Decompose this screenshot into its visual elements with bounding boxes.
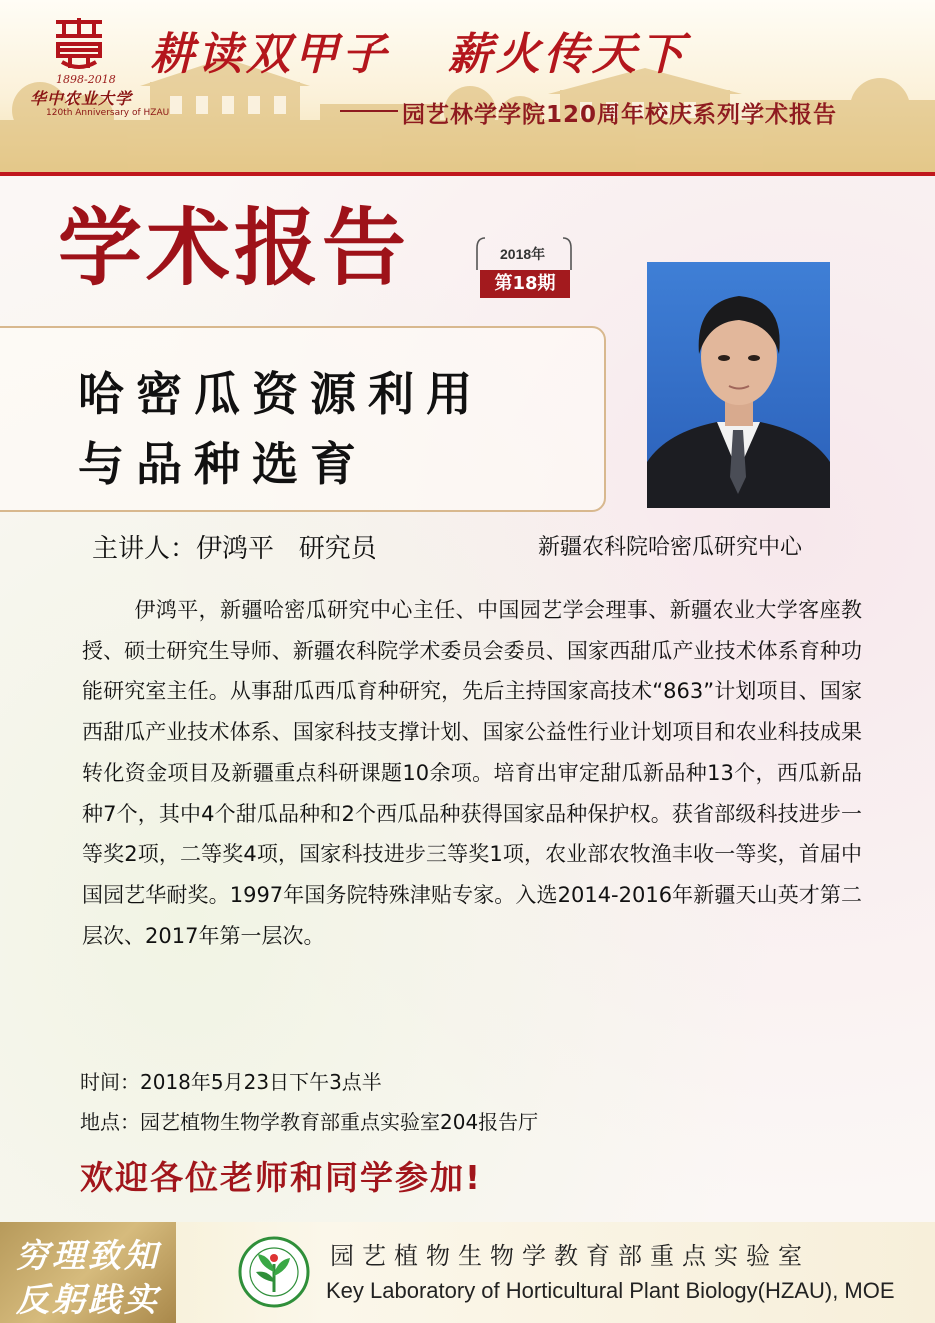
header-banner — [0, 0, 935, 176]
topic-line-2: 与品种选育 — [78, 437, 368, 491]
speaker-name: 主讲人：伊鸿平 研究员 — [92, 534, 377, 564]
university-name: 华中农业大学 — [30, 89, 133, 108]
speaker-photo — [647, 262, 830, 508]
anniversary-slogan: 耕读双甲子 薪火传天下 — [150, 29, 688, 80]
university-years: 1898-2018 — [56, 73, 116, 86]
welcome-message: 欢迎各位老师和同学参加! — [80, 1158, 483, 1197]
lab-name-english: Key Laboratory of Horticultural Plant Biology(HZAU), MOE — [326, 1278, 895, 1303]
speaker-affiliation: 新疆农科院哈密瓜研究中心 — [538, 535, 803, 560]
university-anniversary: 120th Anniversary of HZAU — [46, 108, 170, 118]
header-divider — [0, 172, 935, 176]
report-title: 学术报告 — [58, 199, 411, 297]
topic-line-1: 哈密瓜资源利用 — [78, 367, 484, 421]
event-time: 时间：2018年5月23日下午3点半 — [80, 1070, 382, 1094]
motto-block — [0, 1222, 176, 1323]
motto-line-2: 反躬践实 — [16, 1280, 160, 1319]
motto-line-1: 穷理致知 — [16, 1236, 160, 1275]
speaker-biography — [82, 590, 862, 956]
series-dash — [340, 110, 398, 112]
series-title: 园艺林学学院120周年校庆系列学术报告 — [402, 102, 838, 128]
event-place: 地点：园艺植物生物学教育部重点实验室204报告厅 — [80, 1110, 539, 1134]
footer-banner — [0, 1222, 935, 1323]
lab-emblem-icon — [238, 1236, 310, 1308]
university-logo-icon — [50, 14, 108, 74]
issue-number: 第18期 — [480, 270, 570, 298]
issue-year: 2018年 — [500, 246, 546, 262]
lab-name-chinese: 园艺植物生物学教育部重点实验室 — [330, 1242, 810, 1270]
biography-text: 伊鸿平，新疆哈密瓜研究中心主任、中国园艺学会理事、新疆农业大学客座教授、硕士研究生导师、新疆农科院学术委员会委员、国家西甜瓜产业技术体系育种功能研究室主任。从事甜瓜西瓜育种研究，先后主持国家高技术“863”计划项目、国家西甜瓜产业技术体系、国家科技支撑计划、国家公益性行业计划项目和农业科技成果转化资金项目及新疆重点科研课题10余项。培育出审定甜瓜新品种13个，西瓜新品种7个，其中4个甜瓜品种和2个西瓜品种获得国家品种保护权。获省部级科技进步一等奖2项，二等奖4项，国家科技进步三等奖1项，农业部农牧渔丰收一等奖，首届中国园艺华耐奖。1997年国务院特殊津贴专家。入选2014-2016年新疆天山英才第二层次、2017年第一层次。 — [82, 598, 862, 948]
